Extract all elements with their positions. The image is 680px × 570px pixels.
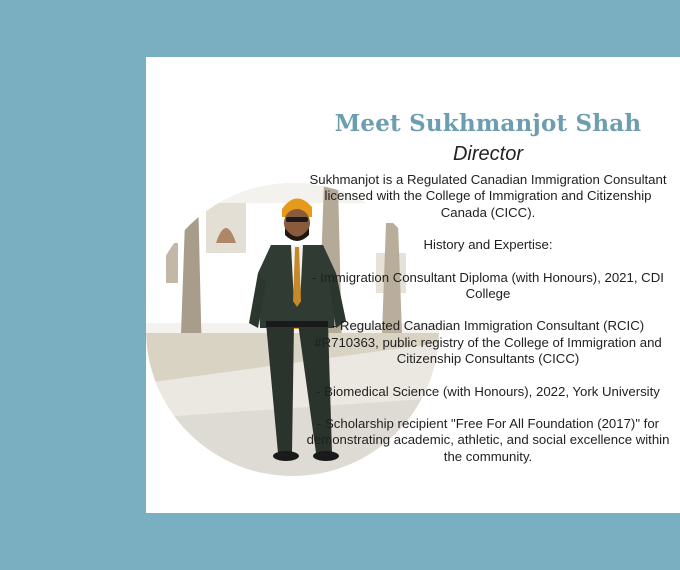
expertise-item: - Biomedical Science (with Honours), 2022, York University [316, 383, 660, 399]
building-window-left [166, 243, 178, 283]
history-heading: History and Expertise: [423, 237, 553, 253]
bio-section [306, 110, 670, 481]
expertise-item: - Immigration Consultant Diploma (with Honours), 2021, CDI College [312, 269, 664, 302]
left-shoe [273, 451, 299, 461]
expertise-item: - Scholarship recipient "Free For All Foundation (2017)" for demonstrating academic, athletic, and social excellence within the community. [306, 416, 670, 464]
role-title: Director [452, 143, 523, 165]
expertise-item: - Regulated Canadian Immigration Consultant (RCIC) #R710363, public registry of the College of Immigration and Citizenship Consultants (CICC) [314, 318, 662, 367]
page-title: Meet Sukhmanjot Shah [334, 110, 642, 137]
sunglasses [286, 217, 308, 222]
intro-paragraph: Sukhmanjot is a Regulated Canadian Immigration Consultant licensed with the College of Immigration and Citizenship Canada (CICC). [309, 172, 667, 220]
